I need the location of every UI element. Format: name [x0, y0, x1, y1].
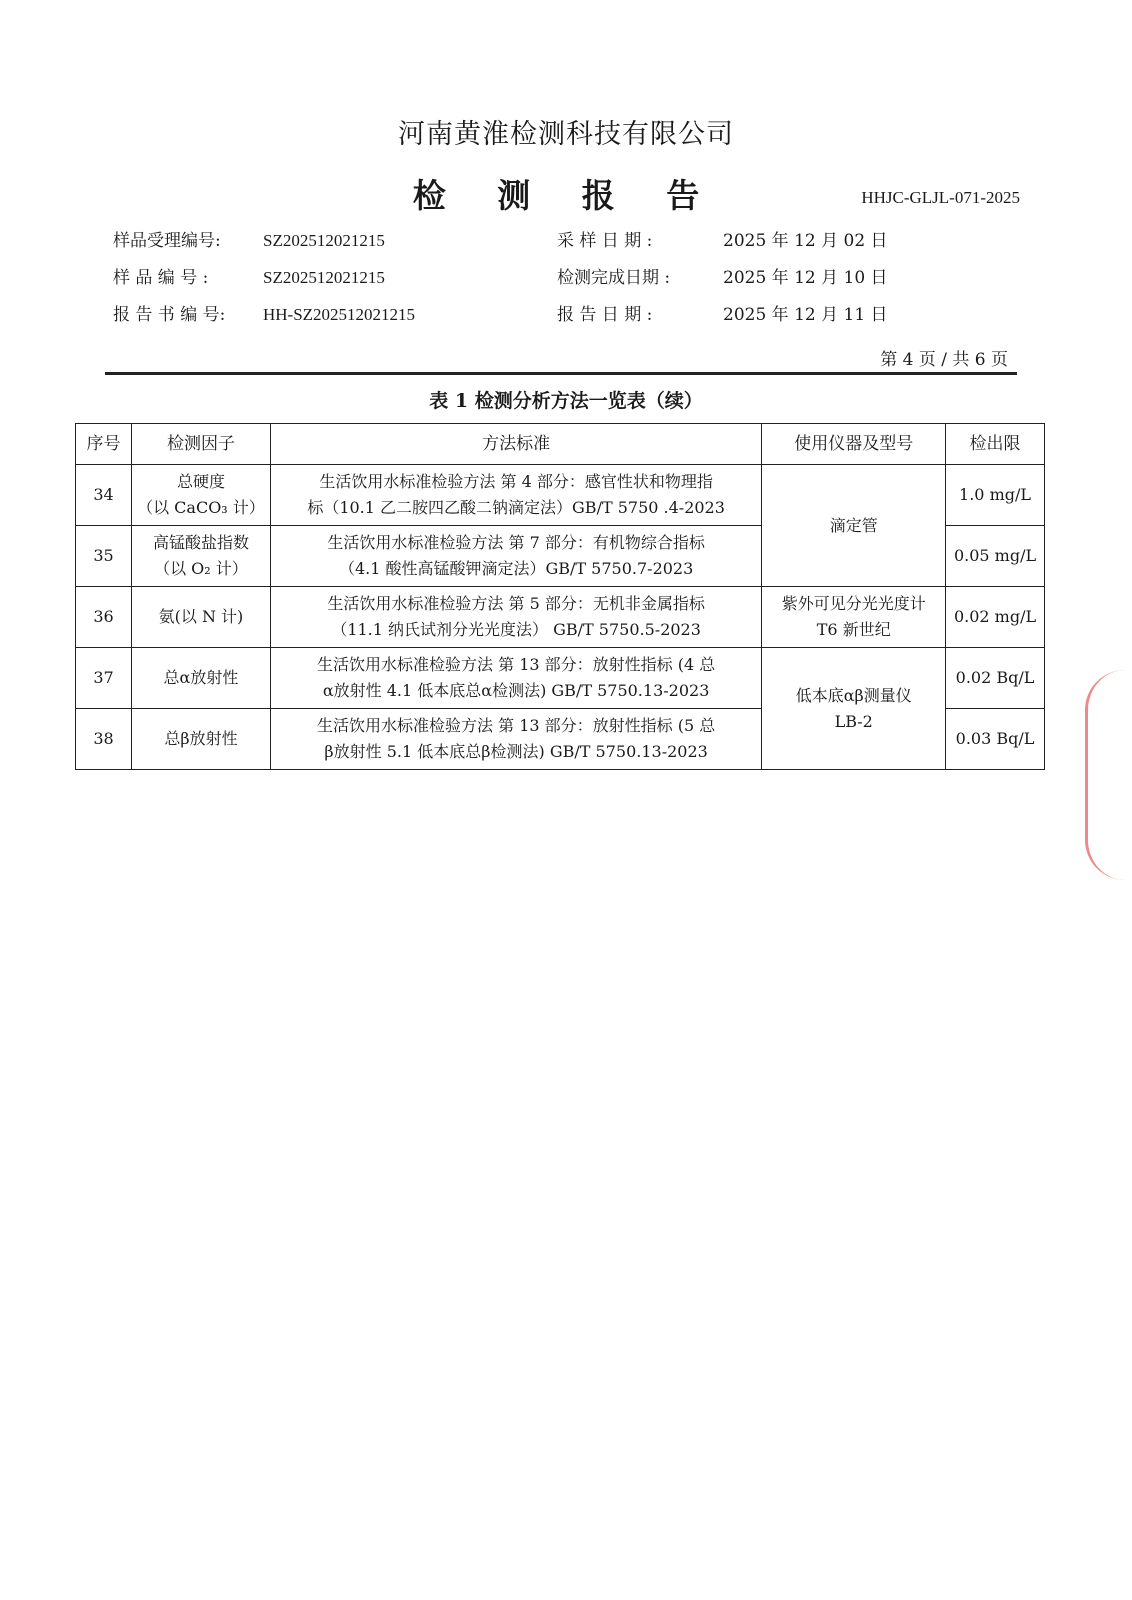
- page-info: 第 4 页 / 共 6 页: [880, 350, 1008, 370]
- meta-value: SZ202512021215: [263, 231, 385, 250]
- meta-value: SZ202512021215: [263, 268, 385, 287]
- factor-line: 高锰酸盐指数: [152, 533, 249, 552]
- row-no: 36: [76, 587, 132, 648]
- header-limit: 检出限: [946, 424, 1045, 465]
- row-limit: 0.02 mg/L: [946, 587, 1045, 648]
- instrument-line: LB-2: [834, 711, 873, 731]
- meta-report-date: [557, 300, 888, 325]
- header-no: 序号: [76, 424, 132, 465]
- table-row: [76, 648, 1045, 709]
- row-factor: [132, 709, 271, 770]
- meta-sample-no: [113, 263, 385, 288]
- meta-value: HH-SZ202512021215: [263, 305, 416, 324]
- method-line: α放射性 4.1 低本底总α检测法) GB/T 5750.13-2023: [322, 681, 710, 700]
- company-name: 河南黄淮检测科技有限公司: [398, 119, 734, 150]
- method-line: 标（10.1 乙二胺四乙酸二钠滴定法）GB/T 5750 .4-2023: [307, 498, 725, 517]
- method-line: 生活饮用水标准检验方法 第 4 部分：感官性状和物理指: [319, 472, 713, 491]
- method-line: （4.1 酸性高锰酸钾滴定法）GB/T 5750.7-2023: [338, 559, 694, 578]
- row-factor: [132, 648, 271, 709]
- header-instrument: 使用仪器及型号: [762, 424, 946, 465]
- row-instrument: [762, 587, 946, 648]
- meta-report-no: [113, 300, 415, 325]
- row-limit: 0.03 Bq/L: [946, 709, 1045, 770]
- row-instrument: [762, 648, 946, 770]
- factor-line: 氨(以 N 计): [158, 607, 244, 626]
- meta-label: 样品受理编号:: [113, 231, 221, 251]
- meta-value: 2025 年 12 月 11 日: [723, 305, 888, 325]
- instrument-line: T6 新世纪: [816, 620, 891, 639]
- method-line: β放射性 5.1 低本底总β检测法) GB/T 5750.13-2023: [324, 742, 708, 761]
- row-limit: 0.02 Bq/L: [946, 648, 1045, 709]
- row-no: 38: [76, 709, 132, 770]
- row-method: [270, 587, 762, 648]
- report-title: 检 测 报 告: [412, 176, 720, 215]
- instrument-line: 紫外可见分光光度计: [781, 594, 926, 613]
- report-code: HHJC-GLJL-071-2025: [861, 188, 1020, 207]
- method-line: 生活饮用水标准检验方法 第 13 部分：放射性指标 (5 总: [317, 716, 716, 735]
- factor-line: 总α放射性: [163, 668, 239, 687]
- row-method: [270, 465, 762, 526]
- method-line: 生活饮用水标准检验方法 第 7 部分：有机物综合指标: [327, 533, 705, 552]
- row-no: 35: [76, 526, 132, 587]
- row-limit: 1.0 mg/L: [946, 465, 1045, 526]
- method-line: 生活饮用水标准检验方法 第 5 部分：无机非金属指标: [327, 594, 705, 613]
- header-method: 方法标准: [270, 424, 762, 465]
- method-line: （11.1 纳氏试剂分光光度法） GB/T 5750.5-2023: [331, 620, 701, 639]
- method-line: 生活饮用水标准检验方法 第 13 部分：放射性指标 (4 总: [317, 655, 716, 674]
- meta-value: 2025 年 12 月 10 日: [723, 268, 888, 288]
- row-no: 37: [76, 648, 132, 709]
- row-factor: [132, 526, 271, 587]
- row-factor: [132, 465, 271, 526]
- table-row: [76, 587, 1045, 648]
- meta-value: 2025 年 12 月 02 日: [723, 231, 888, 251]
- table-header-row: [76, 424, 1045, 465]
- row-method: [270, 526, 762, 587]
- row-limit: 0.05 mg/L: [946, 526, 1045, 587]
- row-factor: [132, 587, 271, 648]
- seal-stamp-edge: [1085, 670, 1132, 880]
- instrument-line: 低本底αβ测量仪: [795, 685, 912, 705]
- row-instrument: 滴定管: [762, 465, 946, 587]
- meta-sample-accept-no: [113, 226, 385, 251]
- row-no: 34: [76, 465, 132, 526]
- meta-label: 采 样 日 期 :: [557, 231, 653, 251]
- methods-table: [75, 423, 1045, 770]
- row-method: [270, 709, 762, 770]
- meta-label: 报 告 日 期 :: [557, 305, 653, 325]
- meta-sampling-date: [557, 226, 888, 251]
- header-divider: [105, 372, 1017, 375]
- meta-test-complete-date: [557, 263, 888, 288]
- table-title: 表 1 检测分析方法一览表（续）: [429, 390, 703, 412]
- table-row: [76, 465, 1045, 526]
- factor-line: （以 O₂ 计）: [154, 559, 248, 578]
- factor-line: 总β放射性: [164, 729, 238, 748]
- meta-label: 检测完成日期 :: [557, 268, 671, 288]
- row-method: [270, 648, 762, 709]
- factor-line: （以 CaCO₃ 计）: [137, 498, 265, 517]
- factor-line: 总硬度: [176, 472, 225, 491]
- meta-label: 样 品 编 号 :: [113, 268, 209, 288]
- header-factor: 检测因子: [132, 424, 271, 465]
- meta-label: 报 告 书 编 号:: [113, 305, 226, 325]
